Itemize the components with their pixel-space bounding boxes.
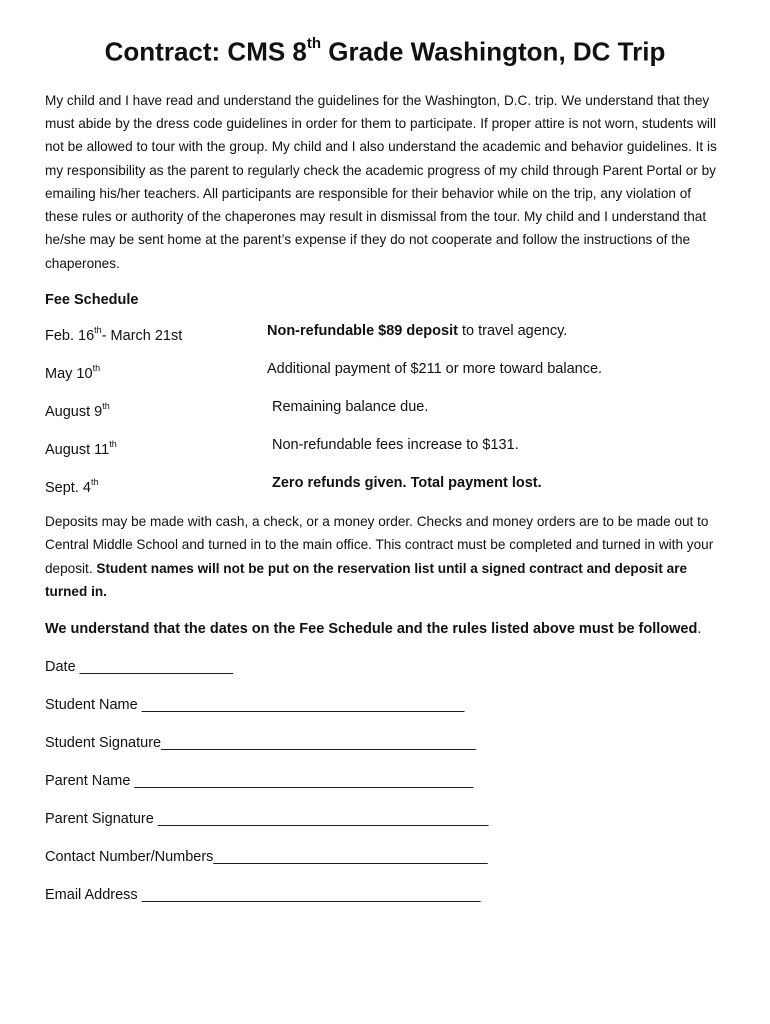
fee-row xyxy=(45,320,725,358)
fee-description xyxy=(267,434,725,456)
deposits-bold-text: Student names will not be put on the reservation list until a signed contract and deposit are turned in. xyxy=(45,560,688,599)
title-rest: Grade Washington, DC Trip xyxy=(321,36,666,67)
parent-signature-field[interactable] xyxy=(45,808,725,846)
fee-date-post: - March 21st xyxy=(101,327,183,344)
contract-page xyxy=(45,26,725,922)
field-label: Date xyxy=(45,659,76,676)
fee-date-text: August 11 xyxy=(45,441,110,458)
parent-name-field[interactable] xyxy=(45,770,725,808)
fee-date-text: May 10 xyxy=(45,365,93,382)
fee-desc-bold: Zero refunds given. Total payment lost. xyxy=(272,475,542,492)
title-main: Contract: CMS 8 xyxy=(104,36,307,67)
fee-row xyxy=(45,434,725,472)
fee-date-text: August 9 xyxy=(45,403,103,420)
fee-desc-text: to travel agency. xyxy=(457,323,568,340)
fee-schedule-table xyxy=(45,320,725,510)
intro-paragraph: My child and I have read and understand the guidelines for the Washington, D.C. trip. We understand that they must abide by the dress code guidelines in order for them to participate. If proper attire is not worn, students will not be allowed to tour with the group. My child and I also understand the academic and behavior guidelines. It is my responsibility as the parent to regularly check the academic progress of my child through Parent Portal or by emailing his/her teachers. All participants are responsible for their behavior while on the trip, any violation of these rules or authority of the chaperones may result in dismissal from the tour. My child and I understand that he/she may be sent home at the parent’s expense if they do not cooperate and follow the instructions of the chaperones. xyxy=(45,92,717,271)
field-label: Email Address xyxy=(45,887,138,904)
fee-date-text: Sept. 4 xyxy=(45,479,91,496)
fee-date-sup: th xyxy=(90,477,99,488)
field-blank-line[interactable]: __________________________________________ xyxy=(130,773,474,790)
fee-row xyxy=(45,396,725,434)
fee-description xyxy=(267,472,725,494)
field-blank-line[interactable]: __________________________________________ xyxy=(137,887,481,904)
fee-date xyxy=(45,358,267,385)
fee-date xyxy=(45,320,267,347)
agreement-bold-text: We understand that the dates on the Fee Schedule and the rules listed above must be followed xyxy=(45,621,698,638)
fee-description xyxy=(267,396,725,418)
field-label: Parent Signature xyxy=(45,811,154,828)
student-signature-field[interactable] xyxy=(45,732,725,770)
fee-date-text: Feb. 16 xyxy=(45,327,95,344)
fee-schedule-heading: Fee Schedule xyxy=(45,292,139,309)
fee-date-sup: th xyxy=(92,363,101,374)
deposits-paragraph xyxy=(45,510,725,603)
field-blank-line[interactable]: ________________________________________ xyxy=(137,697,465,714)
fee-date xyxy=(45,472,267,499)
fee-desc-text: Remaining balance due. xyxy=(272,399,429,416)
date-field[interactable] xyxy=(45,656,725,694)
agreement-end: . xyxy=(697,621,702,638)
fee-desc-text: Additional payment of $211 or more toward balance. xyxy=(267,361,603,378)
fee-row xyxy=(45,358,725,396)
field-label: Contact Number/Numbers xyxy=(45,849,214,866)
field-blank-line[interactable]: ___________________ xyxy=(75,659,233,676)
fee-date-sup: th xyxy=(102,401,110,412)
fee-date xyxy=(45,396,267,423)
fee-date-sup: th xyxy=(109,439,117,450)
fee-desc-text: Non-refundable fees increase to $131. xyxy=(272,437,519,454)
student-name-field[interactable] xyxy=(45,694,725,732)
contact-number-field[interactable] xyxy=(45,846,725,884)
field-label: Student Signature xyxy=(45,735,162,752)
agreement-statement xyxy=(45,617,725,642)
field-blank-line[interactable]: __________________________________ xyxy=(213,849,488,866)
fee-description xyxy=(267,320,725,342)
title-superscript: th xyxy=(306,35,322,52)
fee-row xyxy=(45,472,725,510)
field-blank-line[interactable]: _________________________________________ xyxy=(153,811,489,828)
signature-section xyxy=(45,656,725,922)
fee-date xyxy=(45,434,267,461)
deposits-text: Deposits may be made with cash, a check, or a money order. Checks and money orders are to be made out to Central Middle School and turned in to the main office. This contract must be completed and turned in with your deposit. xyxy=(45,514,714,576)
page-title xyxy=(45,26,725,73)
field-label: Student Name xyxy=(45,697,138,714)
fee-description xyxy=(267,358,725,380)
field-label: Parent Name xyxy=(45,773,131,790)
field-blank-line[interactable]: _______________________________________ xyxy=(161,735,476,752)
email-address-field[interactable] xyxy=(45,884,725,922)
fee-desc-bold: Non-refundable $89 deposit xyxy=(267,323,458,340)
fee-date-sup: th xyxy=(94,325,102,336)
